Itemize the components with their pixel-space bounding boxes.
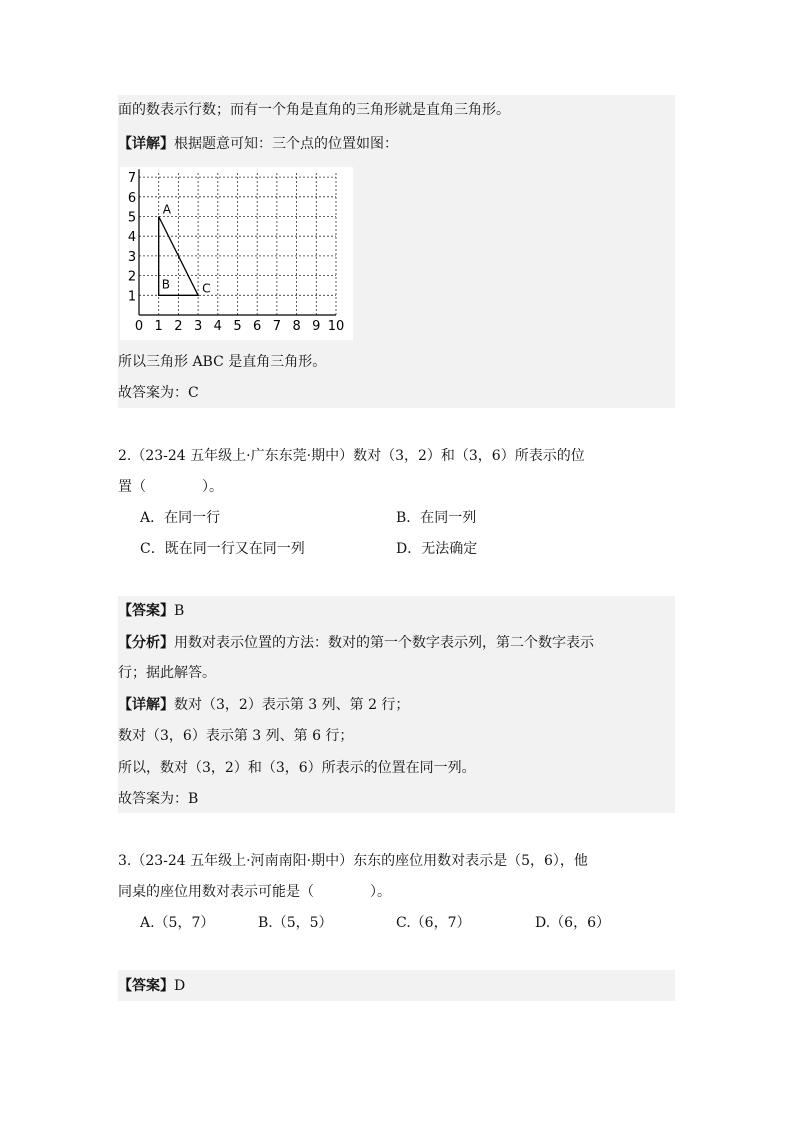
answer-tag: 【答案】	[118, 978, 174, 994]
y-tick-label: 6	[127, 190, 137, 206]
q2-detail-line1	[118, 695, 409, 715]
q1-conclusion: 所以三角形 ABC 是直角三角形。	[118, 354, 327, 370]
point-label-c: C	[202, 281, 211, 296]
y-tick-label: 1	[127, 289, 137, 305]
q2-detail-line2: 数对（3，6）表示第 3 列、第 6 行；	[118, 728, 354, 744]
q2-answer	[118, 601, 184, 621]
x-tick-label: 2	[174, 319, 183, 334]
analysis-tag: 【分析】	[118, 635, 174, 651]
q3-option-c[interactable]: C.（6，7）	[396, 915, 471, 931]
detail-tag: 【详解】	[118, 697, 174, 713]
answer-value: B	[174, 603, 185, 619]
y-tick-label: 5	[127, 210, 137, 226]
y-tick-label: 3	[127, 249, 137, 265]
answer-value: D	[174, 978, 186, 994]
q3-option-d[interactable]: D.（6，6）	[535, 915, 610, 931]
grid-svg	[120, 167, 353, 340]
y-tick-label: 4	[127, 230, 137, 246]
q1-analysis-tail: 面的数表示行数；而有一个角是直角的三角形就是直角三角形。	[118, 102, 510, 118]
q3-option-a[interactable]: A.（5，7）	[140, 915, 215, 931]
q2-stem-line2: 置（ ）。	[118, 479, 223, 495]
detail-text: 根据题意可知：三个点的位置如图：	[174, 136, 398, 152]
x-tick-label: 1	[154, 319, 163, 334]
x-tick-label: 4	[213, 319, 222, 334]
q1-answer-line: 故答案为：C	[118, 385, 199, 401]
x-tick-label: 3	[193, 319, 203, 334]
q3-solution-block	[118, 970, 675, 1001]
q2-final: 故答案为：B	[118, 791, 199, 807]
q2-analysis-line1	[118, 633, 594, 653]
x-tick-label: 9	[312, 319, 321, 334]
point-label-a: A	[162, 202, 171, 217]
point-label-b: B	[161, 277, 170, 292]
y-tick-label: 2	[127, 269, 137, 285]
q2-detail-line3: 所以，数对（3，2）和（3，6）所表示的位置在同一列。	[118, 760, 476, 776]
x-tick-label: 8	[292, 319, 301, 334]
q2-analysis-line2: 行；据此解答。	[118, 665, 216, 681]
detail-text: 数对（3，2）表示第 3 列、第 2 行；	[174, 697, 410, 713]
q3-option-b[interactable]: B.（5，5）	[258, 915, 333, 931]
q3-stem-line2: 同桌的座位用数对表示可能是（ ）。	[118, 884, 391, 900]
x-tick-label: 10	[327, 319, 345, 334]
q2-stem-line1: 2.（23-24 五年级上·广东东莞·期中）数对（3，2）和（3，6）所表示的位	[118, 448, 585, 464]
x-tick-label: 7	[272, 319, 282, 334]
y-tick-label: 7	[127, 171, 137, 187]
q2-option-b[interactable]: B．在同一列	[396, 510, 477, 526]
x-tick-label: 5	[233, 319, 242, 334]
answer-tag: 【答案】	[118, 603, 174, 619]
x-tick-label: 0	[134, 319, 144, 334]
q2-option-a[interactable]: A．在同一行	[140, 510, 221, 526]
q3-stem-line1: 3.（23-24 五年级上·河南南阳·期中）东东的座位用数对表示是（5，6），他	[118, 853, 588, 869]
q1-detail	[118, 134, 398, 154]
q2-option-d[interactable]: D．无法确定	[396, 541, 478, 557]
coordinate-grid-figure	[120, 167, 353, 340]
detail-tag: 【详解】	[118, 136, 174, 152]
q2-option-c[interactable]: C．既在同一行又在同一列	[140, 541, 305, 557]
analysis-text: 用数对表示位置的方法：数对的第一个数字表示列，第二个数字表示	[174, 635, 594, 651]
x-tick-label: 6	[253, 319, 262, 334]
q3-answer	[118, 976, 185, 996]
